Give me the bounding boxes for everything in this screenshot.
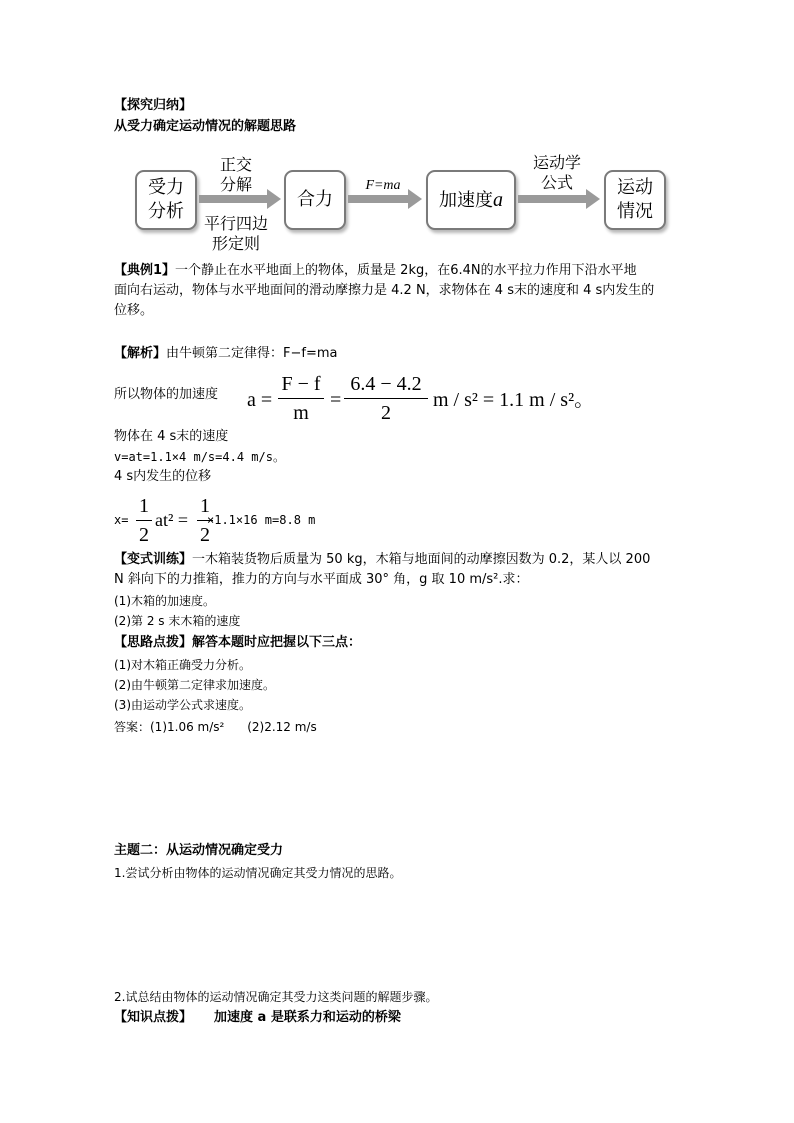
arrow-1 <box>199 195 267 203</box>
section2-question2: 2.试总结由物体的运动情况确定其受力这类问题的解题步骤。 <box>114 990 438 1004</box>
variant-line1: 【变式训练】一木箱装货物后质量为 50 kg，木箱与地面间的动摩擦因数为 0.2，某人以 200 <box>114 552 651 567</box>
example-line1: 【典例1】一个静止在水平地面上的物体，质量是 2kg，在6.4N的水平拉力作用下沿水平地 <box>114 263 637 278</box>
section-heading: 【探究归纳】 <box>114 98 193 113</box>
hint-point2: (2)由牛顿第二定律求加速度。 <box>114 678 275 692</box>
hint-point1: (1)对木箱正确受力分析。 <box>114 658 251 672</box>
speed-label: 物体在 4 s末的速度 <box>114 429 229 444</box>
hint-line: 【思路点拨】解答本题时应把握以下三点： <box>114 635 362 650</box>
arrow-1-bottom-label: 平行四边 形定则 <box>203 214 268 253</box>
example-line3: 位移。 <box>114 303 154 318</box>
x-tail: ×1.1×16 m=8.8 m <box>207 513 316 527</box>
section2-heading: 主题二：从运动情况确定受力 <box>114 843 284 858</box>
hint-point3: (3)由运动学公式求速度。 <box>114 698 251 712</box>
speed-equation: v=at=1.1×4 m/s=4.4 m/s。 <box>114 450 285 464</box>
arrow-2-label: F=ma <box>365 178 401 193</box>
example-line2: 面向右运动，物体与水平地面间的滑动摩擦力是 4.2 N，求物体在 4 s末的速度和 4 s内发生的 <box>114 283 655 298</box>
box-force-analysis <box>135 170 197 230</box>
variant-line2: N 斜向下的力推箱，推力的方向与水平面成 30° 角，g 取 10 m/s².求： <box>114 572 529 587</box>
acceleration-label: 所以物体的加速度 <box>114 387 219 402</box>
box-net-force: 合力 <box>284 170 346 230</box>
answer-line: 答案：(1)1.06 m/s² (2)2.12 m/s <box>114 720 317 734</box>
box-label-line1: 受力 <box>148 177 184 198</box>
x-mid: at² = <box>155 510 189 530</box>
box-label-line2: 分析 <box>148 201 184 222</box>
section-subheading: 从受力确定运动情况的解题思路 <box>114 119 297 134</box>
arrow-2 <box>348 195 408 203</box>
arrow-3-top-label: 运动学 公式 <box>532 153 581 192</box>
formula-equals: = <box>330 389 342 411</box>
arrow-1-top-label: 正交 分解 <box>219 155 252 194</box>
variant-q1: (1)木箱的加速度。 <box>114 594 215 608</box>
variant-q2: (2)第 2 s 末木箱的速度 <box>114 614 241 628</box>
formula-rhs: m / s² = 1.1 m / s²。 <box>433 389 595 411</box>
solution-line1: 【解析】由牛顿第二定律得：F−f=ma <box>114 346 338 361</box>
fraction-2: 6.4 − 4.2 2 <box>344 372 428 425</box>
box-acceleration: 加速度a <box>426 170 516 230</box>
x-lhs: x= <box>114 513 129 527</box>
knowledge-tip: 【知识点拨】 加速度 a 是联系力和运动的桥梁 <box>114 1010 401 1025</box>
fraction-1: F − f m <box>278 372 324 425</box>
formula-lhs: a = <box>247 389 273 411</box>
arrow-3 <box>518 195 586 203</box>
fraction-half-1: 1 2 <box>136 494 152 547</box>
displacement-label: 4 s内发生的位移 <box>114 469 212 484</box>
fraction-half-2: 1 2 <box>197 494 213 547</box>
section2-question1: 1.尝试分析由物体的运动情况确定其受力情况的思路。 <box>114 866 402 880</box>
box-motion-state: 运动 情况 <box>604 170 666 230</box>
